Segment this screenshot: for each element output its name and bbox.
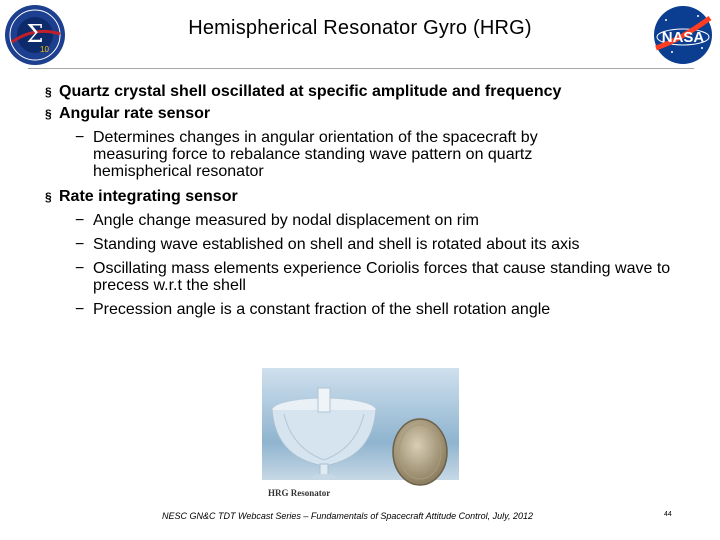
bullet-3 — [45, 187, 695, 207]
bullet-text: Quartz crystal shell oscillated at specific amplitude and frequency — [59, 83, 562, 100]
footer-text: NESC GN&C TDT Webcast Series – Fundamentals of Spacecraft Attitude Control, July, 2012 — [162, 511, 533, 521]
dash-bullet-icon: − — [75, 212, 85, 229]
bullet-2 — [45, 104, 695, 124]
sub-bullet-text: Precession angle is a constant fraction of the shell rotation angle — [93, 301, 551, 318]
sub-bullet — [45, 236, 695, 253]
dash-bullet-icon: − — [75, 301, 85, 318]
dash-bullet-icon: − — [75, 236, 85, 253]
hrg-resonator-photo — [262, 368, 459, 503]
nasa-logo — [652, 4, 714, 66]
sub-bullet — [45, 129, 603, 180]
sub-bullet-text: Standing wave established on shell and shell is rotated about its axis — [93, 236, 580, 253]
square-bullet-icon: § — [45, 107, 52, 121]
svg-text:10: 10 — [40, 45, 49, 54]
dash-bullet-icon: − — [75, 129, 85, 146]
nesc-logo — [4, 4, 66, 66]
sub-bullet-text: Angle change measured by nodal displacement on rim — [93, 212, 480, 229]
sub-bullet-text: Oscillating mass elements experience Coriolis forces that cause standing wave to precess w.r.t the shell — [93, 260, 671, 294]
bullet-1 — [45, 82, 695, 102]
square-bullet-icon: § — [45, 85, 52, 99]
square-bullet-icon: § — [45, 190, 52, 204]
sub-bullet-text: Determines changes in angular orientation of the spacecraft by measuring force to rebalance standing wave pattern on quartz hemispherical resonator — [93, 129, 538, 180]
svg-text:Σ: Σ — [26, 20, 44, 48]
bullet-text: Angular rate sensor — [59, 105, 211, 122]
sub-bullet — [45, 260, 695, 294]
bullet-list — [45, 82, 695, 325]
photo-caption: HRG Resonator — [268, 488, 331, 498]
slide-title: Hemispherical Resonator Gyro (HRG) — [188, 17, 532, 39]
title-divider — [28, 68, 694, 69]
sub-bullet — [45, 301, 695, 318]
sub-bullet — [45, 212, 695, 229]
svg-text:NASA: NASA — [661, 29, 705, 46]
bullet-text: Rate integrating sensor — [59, 188, 238, 205]
dash-bullet-icon: − — [75, 260, 85, 277]
page-number: 44 — [664, 511, 672, 518]
